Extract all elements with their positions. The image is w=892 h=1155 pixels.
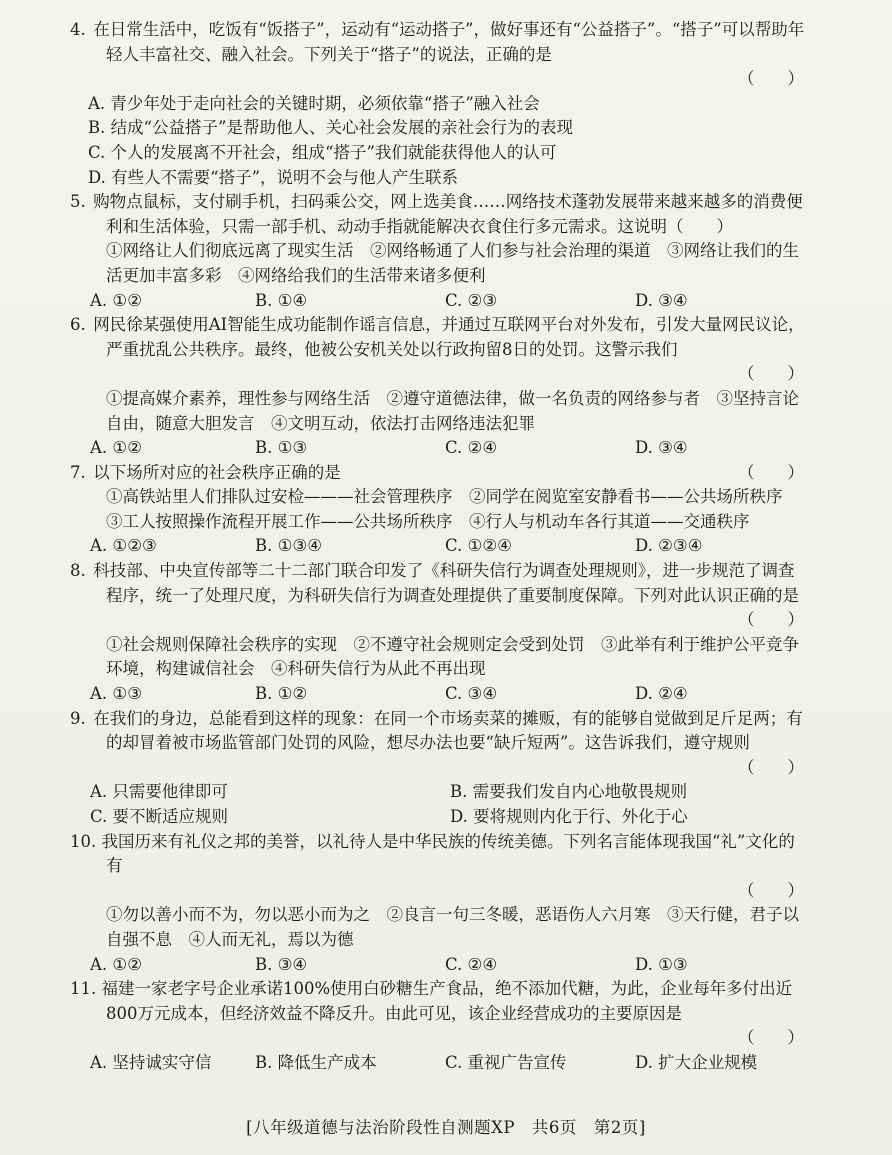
question-stem: 4. 在日常生活中，吃饭有“饭搭子”，运动有“运动搭子”，做好事还有“公益搭子”。“搭子”可以帮助年轻人丰富社交、融入社会。下列关于“搭子”的说法，正确的是 xyxy=(70,20,805,64)
statement-list: ①高铁站里人们排队过安检———社会管理秩序 ②同学在阅览室安静看书——公共场所秩序 ③工人按照操作流程开展工作——公共场所秩序 ④行人与机动车各行其道——交通秩序 xyxy=(106,487,799,531)
answer-blank: （ ） xyxy=(738,364,804,384)
answer-blank: （ ） xyxy=(738,462,804,482)
options-grid xyxy=(88,780,810,829)
question-7 xyxy=(70,461,810,559)
option-a: A. 青少年处于走向社会的关键时期，必须依靠“搭子”融入社会 xyxy=(88,93,540,113)
question-stem: 6. 网民徐某强使用AI智能生成功能制作谣言信息，并通过互联网平台对外发布，引发大量网民议论，严重扰乱公共秩序。最终，他被公安机关处以行政拘留8日的处罚。这警示我们 xyxy=(70,315,805,359)
question-4 xyxy=(70,18,810,190)
question-stem: 8. 科技部、中央宣传部等二十二部门联合印发了《科研失信行为调查处理规则》，进一步规范了调查程序，统一了处理尺度，为科研失信行为调查处理提供了重要制度保障。下列对此认识正确的是 xyxy=(70,561,799,605)
question-number: 10. xyxy=(70,831,97,851)
option-d: D. ②④ xyxy=(635,684,688,704)
option-d: D. ③④ xyxy=(635,290,688,310)
answer-blank: （ ） xyxy=(738,1028,804,1048)
question-5 xyxy=(70,190,810,313)
answer-blank: （ ） xyxy=(738,69,804,89)
question-text: 以下场所对应的社会秩序正确的是 xyxy=(93,462,341,482)
question-stem: 9. 在我们的身边，总能看到这样的现象：在同一个市场卖菜的摊贩，有的能够自觉做到足斤足两；有的却冒着被市场监管部门处罚的风险，想尽办法也要“缺斤短两”。这告诉我们，遵守规则 xyxy=(70,708,803,753)
option-d: D. 有些人不需要“搭子”，说明不会与他人产生联系 xyxy=(88,167,459,187)
question-stem xyxy=(70,830,810,879)
option-b: B. ①② xyxy=(255,684,308,704)
option-b: B. ③④ xyxy=(255,954,308,974)
question-text: 购物点鼠标，支付刷手机，扫码乘公交，网上选美食……网络技术蓬勃发展带来越来越多的消费便利和生活体验，只需一部手机、动动手指就能解决衣食住行多元需求。这说明（ ） xyxy=(93,192,803,236)
question-text: 我国历来有礼仪之邦的美誉，以礼待人是中华民族的传统美德。下列名言能体现我国“礼”文化的有 xyxy=(101,831,795,876)
question-text: 福建一家老字号企业承诺100%使用白砂糖生产食品，绝不添加代糖，为此，企业每年多付出近800万元成本，但经济效益不降反升。由此可见，该企业经营成功的主要原因是 xyxy=(101,979,793,1023)
option-a: A. 坚持诚实守信 xyxy=(90,1052,212,1072)
option-a: A. ①② xyxy=(90,290,142,310)
option-a: A. ①②③ xyxy=(90,536,157,556)
option-d: D. 要将规则内化于行、外化于心 xyxy=(450,807,688,826)
question-list xyxy=(70,18,810,1076)
option-c: C. ②③ xyxy=(445,290,498,310)
option-b: B. 降低生产成本 xyxy=(255,1052,377,1072)
page-footer: [八年级道德与法治阶段性自测题XP 共6页 第2页] xyxy=(246,1118,646,1137)
option-a: A. 只需要他律即可 xyxy=(90,782,228,802)
options-row xyxy=(88,953,810,978)
options-row xyxy=(88,1051,810,1076)
option-d: D. ②③④ xyxy=(635,536,703,556)
option-a: A. ①② xyxy=(90,438,142,458)
question-10 xyxy=(70,830,810,978)
question-11 xyxy=(70,977,810,1075)
option-d: D. ③④ xyxy=(635,438,688,458)
option-c: C. ③④ xyxy=(445,684,498,704)
option-a: A. ①② xyxy=(90,954,142,974)
option-c: C. ②④ xyxy=(445,438,498,458)
option-d: D. ①③ xyxy=(635,954,688,974)
option-b: B. 结成“公益搭子”是帮助他人、关心社会发展的亲社会行为的表现 xyxy=(88,118,573,138)
statement-list: ①网络让人们彻底远离了现实生活 ②网络畅通了人们参与社会治理的渠道 ③网络让我们的生活更加丰富多彩 ④网络给我们的生活带来诸多便利 xyxy=(106,241,799,285)
option-c: C. ①②④ xyxy=(445,536,512,556)
question-6 xyxy=(70,313,810,461)
question-8 xyxy=(70,559,810,707)
question-text: 在日常生活中，吃饭有“饭搭子”，运动有“运动搭子”，做好事还有“公益搭子”。“搭子”可以帮助年轻人丰富社交、融入社会。下列关于“搭子”的说法，正确的是 xyxy=(93,20,805,64)
option-c: C. 重视广告宣传 xyxy=(445,1052,567,1072)
option-b: B. ①③ xyxy=(255,438,308,458)
question-number: 11. xyxy=(70,979,97,999)
question-stem xyxy=(70,977,810,1026)
option-a: A. ①③ xyxy=(90,684,142,704)
statement-list: ①社会规则保障社会秩序的实现 ②不遵守社会规则定会受到处罚 ③此举有利于维护公平竞争环境，构建诚信社会 ④科研失信行为从此不再出现 xyxy=(106,634,799,679)
question-stem: 5. 购物点鼠标，支付刷手机，扫码乘公交，网上选美食……网络技术蓬勃发展带来越来越多的消费便利和生活体验，只需一部手机、动动手指就能解决衣食住行多元需求。这说明（ ） xyxy=(70,192,803,236)
question-stem: （ ） 7. 以下场所对应的社会秩序正确的是 xyxy=(88,461,810,486)
question-text: 科技部、中央宣传部等二十二部门联合印发了《科研失信行为调查处理规则》，进一步规范了调查程序，统一了处理尺度，为科研失信行为调查处理提供了重要制度保障。下列对此认识正确的是 xyxy=(93,561,799,605)
option-d: D. 扩大企业规模 xyxy=(635,1052,758,1072)
statement-list: ①勿以善小而不为，勿以恶小而为之 ②良言一句三冬暖，恶语伤人六月寒 ③天行健，君子以自强不息 ④人而无礼，焉以为德 xyxy=(106,905,799,949)
question-text: 在我们的身边，总能看到这样的现象：在同一个市场卖菜的摊贩，有的能够自觉做到足斤足两；有的却冒着被市场监管部门处罚的风险，想尽办法也要“缺斤短两”。这告诉我们，遵守规则 xyxy=(93,708,803,753)
question-text: 网民徐某强使用AI智能生成功能制作谣言信息，并通过互联网平台对外发布，引发大量网民议论，严重扰乱公共秩序。最终，他被公安机关处以行政拘留8日的处罚。这警示我们 xyxy=(93,315,805,359)
option-c: C. 要不断适应规则 xyxy=(90,807,229,826)
answer-blank: （ ） xyxy=(738,610,804,630)
options-row xyxy=(88,289,810,314)
statement-list: ①提高媒介素养，理性参与网络生活 ②遵守道德法律，做一名负责的网络参与者 ③坚持言论自由，随意大胆发言 ④文明互动，依法打击网络违法犯罪 xyxy=(106,388,799,433)
option-c: C. 个人的发展离不开社会，组成“搭子”我们就能获得他人的认可 xyxy=(88,142,557,162)
question-9 xyxy=(70,707,810,830)
option-b: B. ①③④ xyxy=(255,536,322,556)
option-c: C. ②④ xyxy=(445,954,498,974)
answer-blank: （ ） xyxy=(738,757,804,777)
answer-blank: （ ） xyxy=(738,880,804,900)
option-b: B. ①④ xyxy=(255,290,308,310)
options-row xyxy=(88,534,810,559)
option-b: B. 需要我们发自内心地敬畏规则 xyxy=(450,782,688,802)
options-row xyxy=(88,682,810,707)
options-row xyxy=(88,436,810,461)
